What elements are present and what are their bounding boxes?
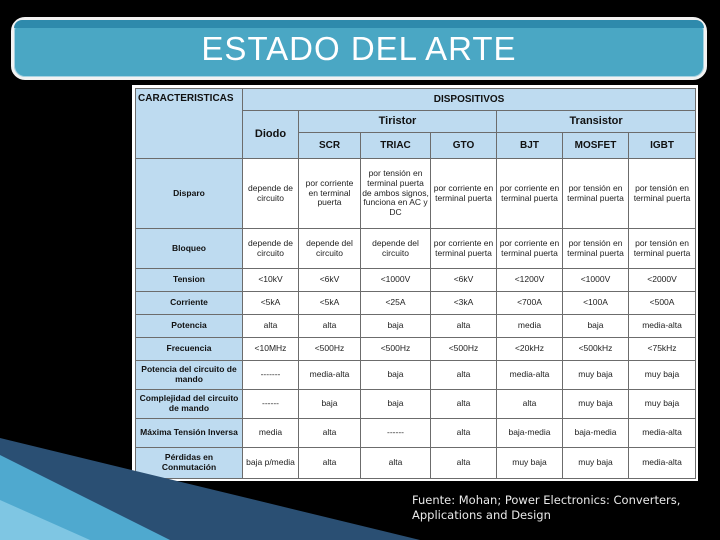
table-cell: alta [431, 315, 497, 338]
table-cell: media-alta [299, 361, 361, 390]
table-cell: baja [299, 390, 361, 419]
table-cell: <1200V [497, 269, 563, 292]
diodo-cell: <5kA [243, 292, 299, 315]
diodo-cell: alta [243, 315, 299, 338]
table-cell: <1000V [563, 269, 629, 292]
table-cell: baja-media [497, 419, 563, 448]
table-cell: depende del circuito [361, 229, 431, 269]
source-citation: Fuente: Mohan; Power Electronics: Converters, Applications and Design [412, 493, 681, 522]
table-cell: <2000V [629, 269, 696, 292]
table-cell: media-alta [497, 361, 563, 390]
table-row [136, 269, 696, 292]
table-cell: por tensión en terminal puerta [629, 229, 696, 269]
table-cell: por tensión en terminal puerta de ambos signos, funciona en AC y DC [361, 159, 431, 229]
table-cell: media-alta [629, 315, 696, 338]
table-cell: <100A [563, 292, 629, 315]
table-cell: ------ [361, 419, 431, 448]
table-cell: baja [361, 361, 431, 390]
table-cell: <500Hz [431, 338, 497, 361]
transistor-header: Transistor [497, 111, 696, 133]
table-row [136, 315, 696, 338]
row-label: Frecuencia [136, 338, 243, 361]
diodo-cell: depende de circuito [243, 159, 299, 229]
device-header: GTO [431, 133, 497, 159]
device-comparison-table [135, 88, 696, 479]
table-cell: alta [299, 448, 361, 479]
table-cell: media-alta [629, 448, 696, 479]
table-cell: por tensión en terminal puerta [629, 159, 696, 229]
table-cell: baja [361, 315, 431, 338]
diodo-cell: depende de circuito [243, 229, 299, 269]
table-cell: muy baja [629, 390, 696, 419]
table-cell: muy baja [563, 390, 629, 419]
table-cell: <500Hz [299, 338, 361, 361]
table-cell: <700A [497, 292, 563, 315]
table-cell: alta [431, 419, 497, 448]
table-cell: baja-media [563, 419, 629, 448]
row-label: Potencia [136, 315, 243, 338]
title-banner [11, 17, 707, 80]
device-header: SCR [299, 133, 361, 159]
row-label: Corriente [136, 292, 243, 315]
table-cell: <3kA [431, 292, 497, 315]
table-cell: por corriente en terminal puerta [299, 159, 361, 229]
table-cell: <6kV [299, 269, 361, 292]
slide-title: ESTADO DEL ARTE [201, 30, 517, 67]
table-cell: depende del circuito [299, 229, 361, 269]
table-row [136, 338, 696, 361]
table-cell: muy baja [497, 448, 563, 479]
table-cell: <25A [361, 292, 431, 315]
table-cell: <75kHz [629, 338, 696, 361]
device-header: BJT [497, 133, 563, 159]
table-cell: <20kHz [497, 338, 563, 361]
row-label: Complejidad del circuito de mando [136, 390, 243, 419]
table-cell: alta [431, 361, 497, 390]
table-cell: por tensión en terminal puerta [563, 159, 629, 229]
table-cell: media [497, 315, 563, 338]
table-cell: alta [431, 448, 497, 479]
table-row [136, 229, 696, 269]
table-cell: <500A [629, 292, 696, 315]
table-row [136, 361, 696, 390]
group-header: DISPOSITIVOS [243, 89, 696, 111]
table-cell: alta [299, 419, 361, 448]
row-label: Potencia del circuito de mando [136, 361, 243, 390]
table-row [136, 390, 696, 419]
table-cell: alta [299, 315, 361, 338]
table-row [136, 292, 696, 315]
tiristor-header: Tiristor [299, 111, 497, 133]
table-cell: <500kHz [563, 338, 629, 361]
table-cell: <1000V [361, 269, 431, 292]
table-row [136, 159, 696, 229]
diodo-cell: ------ [243, 390, 299, 419]
row-label: Máxima Tensión Inversa [136, 419, 243, 448]
diodo-cell: ------- [243, 361, 299, 390]
table-cell: baja [361, 390, 431, 419]
device-header: TRIAC [361, 133, 431, 159]
table-cell: <6kV [431, 269, 497, 292]
table-cell: muy baja [563, 361, 629, 390]
table-cell: por tensión en terminal puerta [563, 229, 629, 269]
table-cell: por corriente en terminal puerta [431, 159, 497, 229]
diodo-cell: baja p/media [243, 448, 299, 479]
table-cell: por corriente en terminal puerta [497, 159, 563, 229]
device-header: IGBT [629, 133, 696, 159]
table-cell: <500Hz [361, 338, 431, 361]
table-cell: muy baja [629, 361, 696, 390]
table-cell: por corriente en terminal puerta [497, 229, 563, 269]
diodo-cell: <10kV [243, 269, 299, 292]
row-label: Disparo [136, 159, 243, 229]
diodo-cell: media [243, 419, 299, 448]
table-cell: media-alta [629, 419, 696, 448]
comparison-table-frame [132, 85, 698, 481]
diodo-cell: <10MHz [243, 338, 299, 361]
table-cell: por corriente en terminal puerta [431, 229, 497, 269]
corner-header: CARACTERISTICAS [136, 89, 243, 159]
row-label: Pérdidas en Conmutación [136, 448, 243, 479]
table-cell: alta [361, 448, 431, 479]
table-cell: baja [563, 315, 629, 338]
table-cell: <5kA [299, 292, 361, 315]
table-cell: alta [431, 390, 497, 419]
table-cell: alta [497, 390, 563, 419]
corner-decoration-light [0, 500, 90, 540]
table-cell: muy baja [563, 448, 629, 479]
row-label: Tension [136, 269, 243, 292]
row-label: Bloqueo [136, 229, 243, 269]
diodo-header: Diodo [243, 111, 299, 159]
device-header: MOSFET [563, 133, 629, 159]
